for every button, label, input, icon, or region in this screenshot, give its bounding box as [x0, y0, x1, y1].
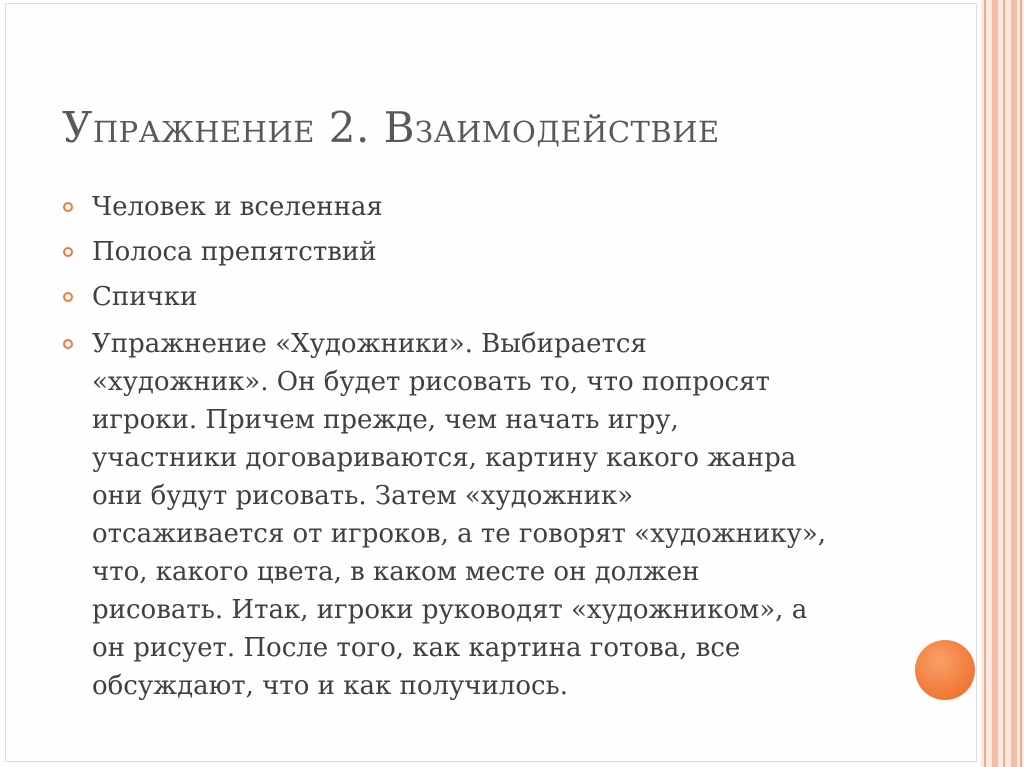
bullet-text-line: рисовать. Итак, игроки руководят «художником», а — [92, 595, 808, 625]
slide-title: Упражнение 2. Взаимодействие — [62, 103, 720, 152]
bullet-text-line: он рисует. После того, как картина готова, все — [92, 633, 741, 663]
circle-outline-bullet-icon — [63, 292, 73, 302]
decorative-stripe — [992, 0, 998, 767]
orange-circle-decoration — [915, 640, 975, 700]
circle-outline-bullet-icon — [63, 202, 73, 212]
bullet-text-line: отсаживается от игроков, а те говорят «художнику», — [92, 519, 826, 549]
circle-outline-bullet-icon — [63, 247, 73, 257]
bullet-text-line: «художник». Он будет рисовать то, что попросят — [92, 367, 770, 397]
bullet-text-line: обсуждают, что и как получилось. — [92, 671, 568, 701]
decorative-stripe — [1003, 0, 1005, 767]
decorative-stripe — [1020, 0, 1022, 767]
bullet-text: Человек и вселенная — [92, 192, 383, 222]
decorative-stripe — [1011, 0, 1017, 767]
bullet-text-line: Упражнение «Художники». Выбирается — [92, 329, 647, 359]
bullet-text: Спички — [92, 282, 198, 312]
bullet-text: Полоса препятствий — [92, 237, 377, 267]
bullet-text-line: участники договариваются, картину какого жанра — [92, 443, 797, 473]
decorative-stripe — [984, 0, 986, 767]
bullet-text-line: они будут рисовать. Затем «художник» — [92, 481, 634, 511]
bullet-text-line: что, какого цвета, в каком месте он должен — [92, 557, 700, 587]
circle-outline-bullet-icon — [63, 339, 73, 349]
bullet-text-line: игроки. Причем прежде, чем начать игру, — [92, 405, 679, 435]
